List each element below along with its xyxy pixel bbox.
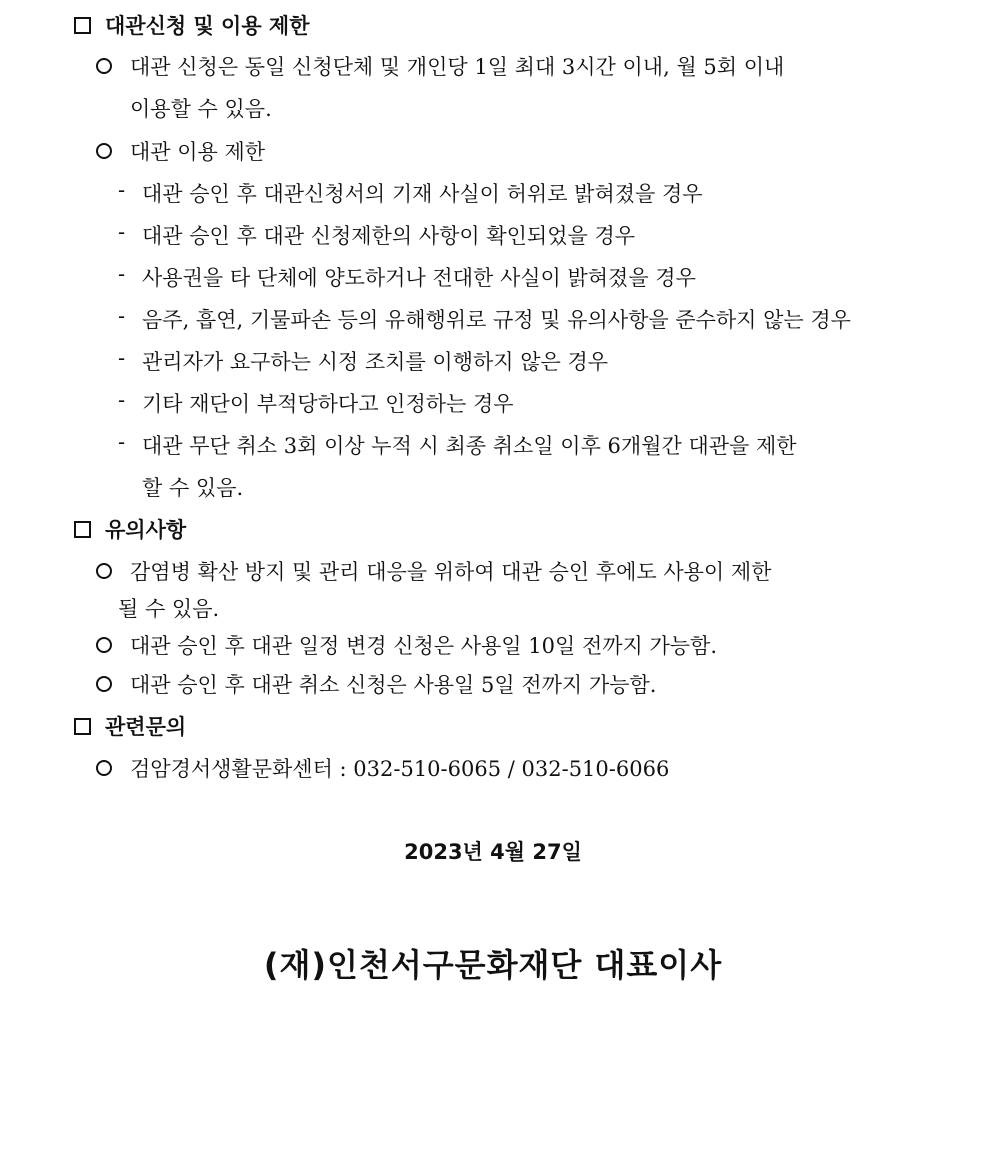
restriction-text: 대관 승인 후 대관신청서의 기재 사실이 허위로 밝혀졌을 경우 — [142, 182, 703, 206]
restriction-text: 사용권을 타 단체에 양도하거나 전대한 사실이 밝혀졌을 경우 — [142, 266, 696, 290]
section-heading-text: 유의사항 — [105, 518, 187, 542]
restriction-item — [118, 430, 797, 460]
dash-marker: - — [118, 346, 126, 370]
bullet-text: 감염병 확산 방지 및 관리 대응을 위하여 대관 승인 후에도 사용이 제한 — [130, 560, 772, 584]
section-heading-rental-application — [74, 10, 310, 40]
bullet-item — [96, 753, 669, 783]
restriction-text: 대관 무단 취소 3회 이상 누적 시 최종 취소일 이후 6개월간 대관을 제한 — [142, 434, 797, 458]
bullet-text: 대관 신청은 동일 신청단체 및 개인당 1일 최대 3시간 이내, 월 5회 이내 — [130, 55, 785, 79]
bullet-text: 대관 승인 후 대관 일정 변경 신청은 사용일 10일 전까지 가능함. — [130, 634, 718, 658]
document-date: 2023년 4월 27일 — [404, 840, 582, 864]
contact-text: 검암경서생활문화센터 : 032-510-6065 / 032-510-6066 — [130, 757, 670, 781]
bullet-text-continuation: 이용할 수 있음. — [130, 97, 272, 121]
restriction-item — [118, 388, 514, 418]
restriction-text: 관리자가 요구하는 시정 조치를 이행하지 않은 경우 — [142, 350, 609, 374]
restriction-text-continuation: 할 수 있음. — [142, 476, 244, 500]
bullet-text: 대관 이용 제한 — [130, 140, 266, 164]
circle-bullet-icon — [96, 58, 112, 74]
bullet-text-continuation: 될 수 있음. — [118, 597, 220, 621]
circle-bullet-icon — [96, 760, 112, 776]
restriction-item — [118, 262, 696, 292]
restriction-item — [118, 178, 703, 208]
checkbox-square-icon — [74, 17, 91, 34]
bullet-item — [96, 669, 656, 699]
dash-marker: - — [118, 178, 126, 202]
circle-bullet-icon — [96, 676, 112, 692]
restriction-item — [118, 220, 635, 250]
dash-marker: - — [118, 304, 126, 328]
dash-marker: - — [118, 262, 126, 286]
dash-marker: - — [118, 388, 126, 412]
restriction-text: 대관 승인 후 대관 신청제한의 사항이 확인되었을 경우 — [142, 224, 636, 248]
restriction-item — [118, 304, 851, 334]
dash-marker: - — [118, 430, 126, 454]
section-heading-text: 관련문의 — [105, 715, 187, 739]
circle-bullet-icon — [96, 637, 112, 653]
section-heading-text: 대관신청 및 이용 제한 — [105, 14, 310, 38]
signer-title: (재)인천서구문화재단 대표이사 — [263, 946, 723, 984]
dash-marker: - — [118, 220, 126, 244]
restriction-text: 기타 재단이 부적당하다고 인정하는 경우 — [142, 392, 514, 416]
bullet-item — [96, 51, 784, 81]
bullet-item — [96, 136, 265, 166]
bullet-item — [96, 556, 771, 586]
bullet-item — [96, 630, 717, 660]
restriction-item — [118, 346, 608, 376]
checkbox-square-icon — [74, 521, 91, 538]
section-heading-inquiries — [74, 711, 186, 741]
circle-bullet-icon — [96, 563, 112, 579]
restriction-text: 음주, 흡연, 기물파손 등의 유해행위로 규정 및 유의사항을 준수하지 않는 경우 — [142, 308, 851, 332]
bullet-text: 대관 승인 후 대관 취소 신청은 사용일 5일 전까지 가능함. — [130, 673, 657, 697]
section-heading-notes — [74, 514, 186, 544]
checkbox-square-icon — [74, 718, 91, 735]
circle-bullet-icon — [96, 143, 112, 159]
